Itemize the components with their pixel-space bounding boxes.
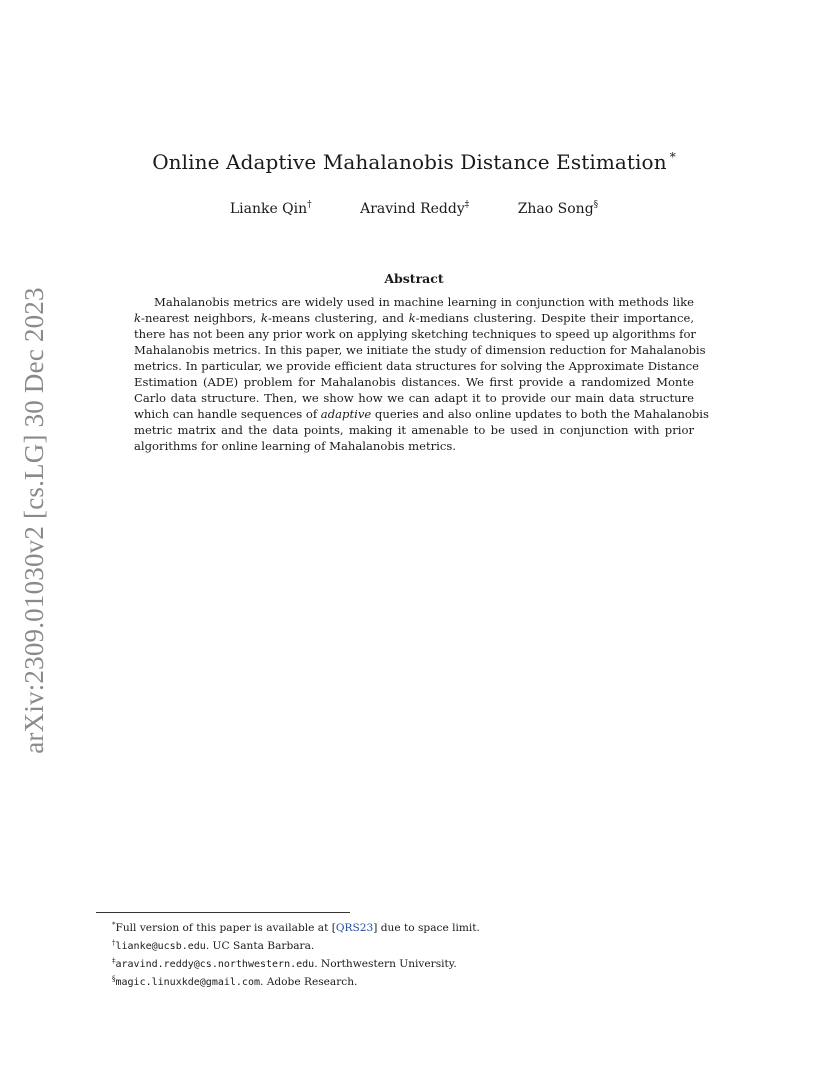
author-mark: ‡ bbox=[464, 200, 470, 210]
abstract-line bbox=[134, 310, 694, 326]
abstract-line bbox=[134, 406, 709, 422]
footnote-mark: ‡ bbox=[112, 957, 116, 965]
emphasis-adaptive: adaptive bbox=[320, 407, 372, 421]
author-name: Lianke Qin bbox=[229, 201, 308, 217]
abstract-text: -nearest neighbors, bbox=[141, 311, 261, 325]
abstract-text: which can handle sequences of bbox=[134, 407, 321, 421]
abstract-text: queries and also online updates to both the Mahalanobis bbox=[371, 407, 709, 421]
paper-title-text: Online Adaptive Mahalanobis Distance Estimation bbox=[152, 150, 667, 174]
footnote-divider bbox=[96, 912, 350, 913]
author-2 bbox=[360, 200, 469, 217]
footnote-text: ] due to space limit. bbox=[373, 922, 480, 934]
citation-link[interactable]: QRS23 bbox=[335, 922, 374, 934]
footnote-full-version bbox=[112, 918, 732, 936]
abstract-text: Carlo data structure. Then, we show how we can adapt it to provide our main data structure bbox=[134, 391, 694, 405]
footnote-mark: * bbox=[112, 921, 116, 929]
affiliation-text: . Adobe Research. bbox=[260, 976, 358, 988]
author-mark: † bbox=[307, 200, 312, 210]
email-text: magic.linuxkde@gmail.com bbox=[115, 977, 260, 988]
math-k: k bbox=[260, 311, 268, 325]
title-footnote-mark: * bbox=[669, 150, 676, 164]
abstract-text: -means clustering, and bbox=[267, 311, 409, 325]
author-name: Aravind Reddy bbox=[360, 201, 465, 217]
abstract-text: Estimation (ADE) problem for Mahalanobis distances. We first provide a randomized Monte bbox=[134, 375, 694, 389]
abstract-text: there has not been any prior work on applying sketching techniques to speed up algorithms for bbox=[134, 327, 696, 341]
footnote-author-1 bbox=[112, 936, 732, 954]
footnote-mark: † bbox=[112, 939, 116, 947]
email-text: lianke@ucsb.edu bbox=[115, 941, 206, 952]
abstract-line bbox=[134, 294, 694, 310]
footnote-author-3 bbox=[112, 972, 732, 990]
abstract-body bbox=[134, 294, 709, 454]
footnote-author-2 bbox=[112, 954, 732, 972]
footnote-mark: § bbox=[112, 975, 116, 983]
arxiv-side-stamp bbox=[14, 285, 54, 755]
abstract-text: -medians clustering. Despite their importance, bbox=[415, 311, 695, 325]
affiliation-text: . Northwestern University. bbox=[314, 958, 457, 970]
author-3 bbox=[518, 200, 598, 217]
abstract-text: metric matrix and the data points, making it amenable to be used in conjunction with prior bbox=[134, 423, 694, 437]
abstract-line bbox=[134, 438, 694, 454]
email-text: aravind.reddy@cs.northwestern.edu bbox=[115, 959, 315, 970]
footnote-text: Full version of this paper is available at [ bbox=[115, 922, 336, 934]
paper-title bbox=[0, 150, 828, 174]
abstract-line bbox=[134, 342, 706, 358]
abstract-line bbox=[134, 374, 694, 390]
abstract-line bbox=[134, 326, 694, 342]
author-mark: § bbox=[593, 200, 599, 210]
abstract-line bbox=[134, 358, 700, 374]
author-name: Zhao Song bbox=[517, 201, 594, 217]
abstract-line bbox=[134, 390, 694, 406]
arxiv-id-text: arXiv:2309.01030v2 [cs.LG] 30 Dec 2023 bbox=[18, 286, 49, 754]
abstract-line bbox=[134, 422, 694, 438]
abstract-heading: Abstract bbox=[384, 271, 444, 286]
math-k: k bbox=[134, 311, 142, 325]
affiliation-text: . UC Santa Barbara. bbox=[205, 940, 315, 952]
abstract-text: Mahalanobis metrics are widely used in machine learning in conjunction with methods like bbox=[154, 295, 694, 309]
abstract-text: Mahalanobis metrics. In this paper, we initiate the study of dimension reduction for Mahalanobis bbox=[134, 343, 706, 357]
author-1 bbox=[230, 200, 312, 217]
footnotes bbox=[112, 918, 732, 990]
math-k: k bbox=[408, 311, 416, 325]
abstract-text: metrics. In particular, we provide efficient data structures for solving the Approximate Distance bbox=[134, 359, 700, 373]
author-list bbox=[0, 200, 828, 217]
abstract-text: algorithms for online learning of Mahalanobis metrics. bbox=[134, 439, 457, 453]
